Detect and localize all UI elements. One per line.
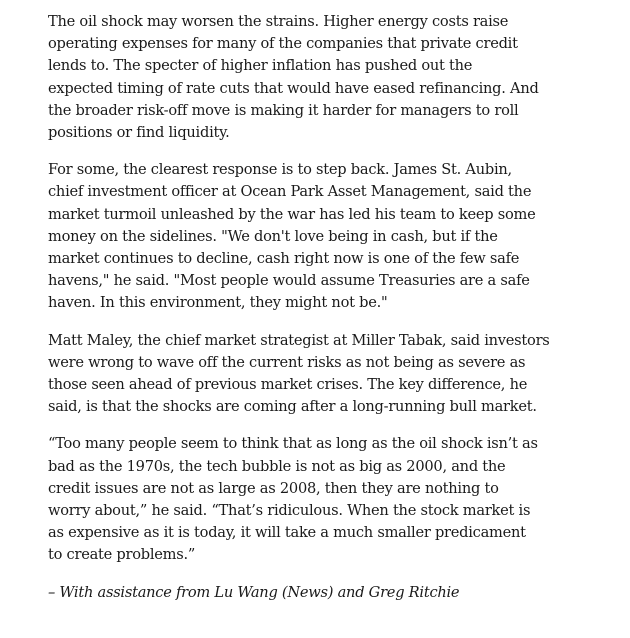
text-line: positions or find liquidity. xyxy=(48,124,230,142)
article-credit: – With assistance from Lu Wang (News) and Greg Ritchie xyxy=(48,583,460,601)
text-line: The oil shock may worsen the strains. Higher energy costs raise xyxy=(48,13,509,30)
text-line: Matt Maley, the chief market strategist at Miller Tabak, said investors xyxy=(48,331,550,349)
text-line: operating expenses for many of the companies that private credit xyxy=(48,35,518,53)
text-line: havens," he said. "Most people would assume Treasuries are a safe xyxy=(48,272,530,290)
article-paragraph-1 xyxy=(48,11,624,144)
text-line: lends to. The specter of higher inflation has pushed out the xyxy=(48,57,473,75)
text-line: expected timing of rate cuts that would have eased refinancing. And xyxy=(48,79,539,97)
text-line: chief investment officer at Ocean Park Asset Management, said the xyxy=(48,183,532,201)
text-line: those seen ahead of previous market crises. The key difference, he xyxy=(48,376,528,394)
text-line: For some, the clearest response is to step back. James St. Aubin, xyxy=(48,161,512,179)
text-line: bad as the 1970s, the tech bubble is not as big as 2000, and the xyxy=(48,457,506,475)
text-line: to create problems.” xyxy=(48,546,196,564)
article-paragraph-4 xyxy=(48,433,624,566)
text-line: haven. In this environment, they might not be." xyxy=(48,294,388,312)
text-line: said, is that the shocks are coming after a long-running bull market. xyxy=(48,398,537,416)
text-line: the broader risk-off move is making it harder for managers to roll xyxy=(48,101,519,119)
text-line: “Too many people seem to think that as long as the oil shock isn’t as xyxy=(48,435,538,453)
article-paragraph-2 xyxy=(48,159,624,314)
text-line: worry about,” he said. “That’s ridiculous. When the stock market is xyxy=(48,502,531,520)
text-line: were wrong to wave off the current risks as not being as severe as xyxy=(48,353,526,371)
text-line: market turmoil unleashed by the war has led his team to keep some xyxy=(48,205,536,223)
text-line: as expensive as it is today, it will take a much smaller predicament xyxy=(48,524,526,542)
text-line: market continues to decline, cash right now is one of the few safe xyxy=(48,250,520,268)
text-line: money on the sidelines. "We don't love being in cash, but if the xyxy=(48,227,498,245)
article-paragraph-3 xyxy=(48,330,624,419)
article-body xyxy=(48,11,624,604)
text-line: credit issues are not as large as 2008, then they are nothing to xyxy=(48,479,499,497)
